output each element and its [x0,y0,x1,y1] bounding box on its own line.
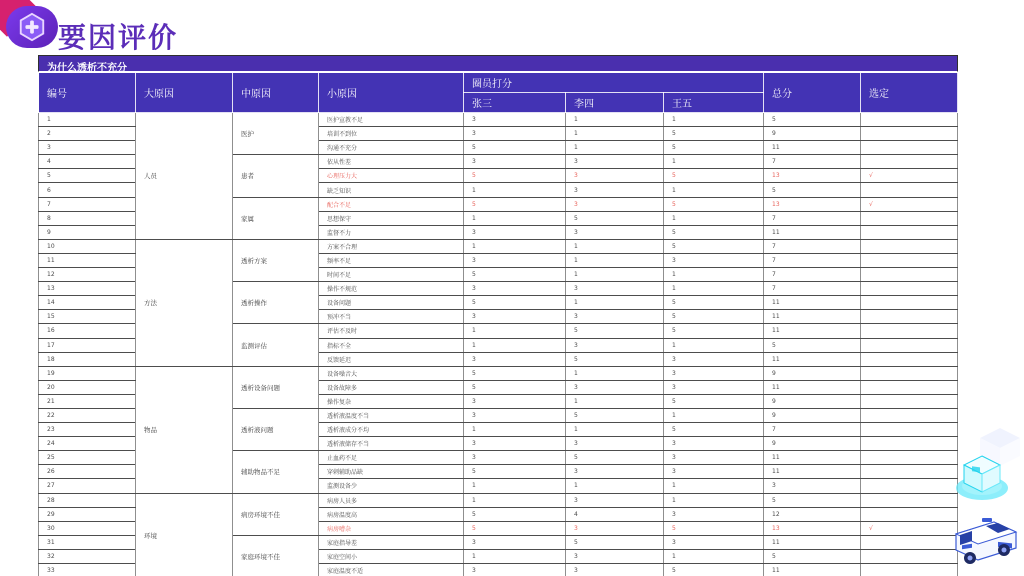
member-score-cell-1: 3 [464,564,566,576]
minor-cause-cell: 缺乏知识 [319,183,464,197]
minor-cause-cell: 透析液储存不当 [319,437,464,451]
page-title: 要因评价 [58,21,179,54]
total-score-cell: 7 [764,423,861,437]
member-score-cell-2: 3 [566,521,664,535]
member-score-cell-1: 3 [464,253,566,267]
row-number-cell: 29 [39,507,136,521]
member-score-cell-2: 3 [566,338,664,352]
table-caption: 为什么透析不充分 [38,55,958,72]
total-score-cell: 7 [764,282,861,296]
member-score-cell-2: 5 [566,408,664,422]
minor-cause-cell: 监测设备少 [319,479,464,493]
member-score-cell-2: 5 [566,451,664,465]
member-score-cell-3: 5 [664,127,764,141]
minor-cause-cell: 止血药不足 [319,451,464,465]
row-number-cell: 20 [39,380,136,394]
member-score-cell-3: 3 [664,380,764,394]
row-number-cell: 19 [39,366,136,380]
member-score-cell-3: 3 [664,352,764,366]
selected-cell [861,338,958,352]
total-score-cell: 11 [764,535,861,549]
row-number-cell: 5 [39,169,136,183]
selected-cell: √ [861,521,958,535]
member-score-cell-2: 3 [566,225,664,239]
member-score-cell-3: 5 [664,197,764,211]
row-number-cell: 25 [39,451,136,465]
minor-cause-cell: 预冲不当 [319,310,464,324]
total-score-cell: 7 [764,239,861,253]
major-cause-cell: 人员 [136,113,233,240]
row-number-cell: 2 [39,127,136,141]
member-score-cell-3: 1 [664,493,764,507]
major-cause-cell: 环境 [136,493,233,576]
row-number-cell: 12 [39,268,136,282]
middle-cause-cell: 辅助物品不足 [233,451,319,493]
row-number-cell: 9 [39,225,136,239]
member-score-cell-2: 1 [566,253,664,267]
minor-cause-cell: 透析液成分不均 [319,423,464,437]
row-number-cell: 7 [39,197,136,211]
minor-cause-cell: 心理压力大 [319,169,464,183]
member-score-cell-3: 5 [664,169,764,183]
member-score-cell-1: 5 [464,268,566,282]
minor-cause-cell: 设备问题 [319,296,464,310]
member-score-cell-3: 1 [664,113,764,127]
member-score-cell-3: 5 [664,423,764,437]
middle-cause-cell: 家庭环境不佳 [233,535,319,576]
member-score-cell-3: 3 [664,451,764,465]
col-header-number: 编号 [39,73,136,113]
total-score-cell: 5 [764,338,861,352]
member-score-cell-2: 3 [566,380,664,394]
selected-cell [861,239,958,253]
member-score-cell-1: 3 [464,225,566,239]
total-score-cell: 11 [764,564,861,576]
total-score-cell: 9 [764,366,861,380]
minor-cause-cell: 穿刺辅助品缺 [319,465,464,479]
member-score-cell-1: 3 [464,113,566,127]
row-number-cell: 15 [39,310,136,324]
minor-cause-cell: 监督不力 [319,225,464,239]
minor-cause-cell: 指标不全 [319,338,464,352]
member-score-cell-1: 1 [464,183,566,197]
member-score-cell-2: 5 [566,324,664,338]
minor-cause-cell: 家庭指导差 [319,535,464,549]
selected-cell [861,296,958,310]
selected-cell [861,253,958,267]
member-score-cell-1: 1 [464,239,566,253]
member-score-cell-3: 5 [664,310,764,324]
minor-cause-cell: 家庭温度不适 [319,564,464,576]
member-score-cell-3: 1 [664,268,764,282]
minor-cause-cell: 频率不足 [319,253,464,267]
member-score-cell-2: 3 [566,493,664,507]
total-score-cell: 7 [764,253,861,267]
member-score-cell-2: 3 [566,197,664,211]
total-score-cell: 11 [764,380,861,394]
member-score-cell-3: 1 [664,155,764,169]
total-score-cell: 9 [764,437,861,451]
member-score-cell-3: 1 [664,479,764,493]
minor-cause-cell: 时间不足 [319,268,464,282]
row-number-cell: 8 [39,211,136,225]
member-score-cell-2: 3 [566,310,664,324]
factor-evaluation-table [38,55,958,576]
member-score-cell-2: 1 [566,239,664,253]
member-score-cell-3: 3 [664,535,764,549]
minor-cause-cell: 透析液温度不当 [319,408,464,422]
total-score-cell: 11 [764,451,861,465]
member-score-cell-2: 1 [566,268,664,282]
member-score-cell-3: 3 [664,465,764,479]
member-score-cell-1: 5 [464,197,566,211]
total-score-cell: 5 [764,183,861,197]
member-score-cell-1: 1 [464,549,566,563]
table-row [39,113,958,127]
total-score-cell: 5 [764,549,861,563]
member-score-cell-2: 1 [566,127,664,141]
minor-cause-cell: 操作复杂 [319,394,464,408]
member-score-cell-1: 1 [464,493,566,507]
minor-cause-cell: 设备故障多 [319,380,464,394]
total-score-cell: 11 [764,324,861,338]
total-score-cell: 9 [764,127,861,141]
selected-cell [861,394,958,408]
total-score-cell: 13 [764,521,861,535]
minor-cause-cell: 思想保守 [319,211,464,225]
middle-cause-cell: 医护 [233,113,319,155]
member-score-cell-3: 1 [664,211,764,225]
member-score-cell-2: 3 [566,549,664,563]
member-score-cell-3: 3 [664,507,764,521]
total-score-cell: 13 [764,169,861,183]
col-header-member-2: 李四 [566,93,664,113]
member-score-cell-3: 1 [664,549,764,563]
middle-cause-cell: 患者 [233,155,319,197]
member-score-cell-1: 3 [464,310,566,324]
row-number-cell: 6 [39,183,136,197]
member-score-cell-3: 5 [664,521,764,535]
total-score-cell: 11 [764,310,861,324]
row-number-cell: 21 [39,394,136,408]
row-number-cell: 30 [39,521,136,535]
member-score-cell-2: 5 [566,535,664,549]
col-header-major-cause: 大原因 [136,73,233,113]
member-score-cell-2: 3 [566,183,664,197]
total-score-cell: 11 [764,141,861,155]
minor-cause-cell: 沟通不充分 [319,141,464,155]
minor-cause-cell: 配合不足 [319,197,464,211]
minor-cause-cell: 病房人员多 [319,493,464,507]
row-number-cell: 33 [39,564,136,576]
selected-cell [861,282,958,296]
row-number-cell: 32 [39,549,136,563]
selected-cell [861,310,958,324]
selected-cell [861,127,958,141]
total-score-cell: 11 [764,225,861,239]
total-score-cell: 7 [764,155,861,169]
member-score-cell-2: 1 [566,394,664,408]
member-score-cell-3: 5 [664,225,764,239]
member-score-cell-3: 3 [664,253,764,267]
member-score-cell-2: 3 [566,155,664,169]
member-score-cell-2: 1 [566,296,664,310]
middle-cause-cell: 病房环境不佳 [233,493,319,535]
row-number-cell: 10 [39,239,136,253]
row-number-cell: 27 [39,479,136,493]
col-header-scoring-group: 圈员打分 [464,73,764,93]
selected-cell: √ [861,197,958,211]
minor-cause-cell: 病房嘈杂 [319,521,464,535]
selected-cell: √ [861,169,958,183]
table-row [39,239,958,253]
col-header-selected: 选定 [861,73,958,113]
total-score-cell: 7 [764,268,861,282]
major-cause-cell: 方法 [136,239,233,366]
member-score-cell-2: 5 [566,211,664,225]
middle-cause-cell: 透析操作 [233,282,319,324]
member-score-cell-1: 3 [464,451,566,465]
total-score-cell: 5 [764,113,861,127]
member-score-cell-3: 1 [664,338,764,352]
member-score-cell-3: 3 [664,366,764,380]
row-number-cell: 14 [39,296,136,310]
middle-cause-cell: 透析方案 [233,239,319,281]
total-score-cell: 13 [764,197,861,211]
member-score-cell-1: 3 [464,535,566,549]
selected-cell [861,113,958,127]
minor-cause-cell: 评估不及时 [319,324,464,338]
row-number-cell: 4 [39,155,136,169]
row-number-cell: 1 [39,113,136,127]
table-body [39,113,958,576]
member-score-cell-2: 4 [566,507,664,521]
member-score-cell-2: 3 [566,437,664,451]
selected-cell [861,268,958,282]
member-score-cell-1: 1 [464,479,566,493]
selected-cell [861,324,958,338]
member-score-cell-1: 5 [464,169,566,183]
minor-cause-cell: 反馈延迟 [319,352,464,366]
member-score-cell-1: 5 [464,380,566,394]
middle-cause-cell: 透析设备问题 [233,366,319,408]
member-score-cell-1: 5 [464,465,566,479]
total-score-cell: 3 [764,479,861,493]
minor-cause-cell: 家庭空间小 [319,549,464,563]
total-score-cell: 11 [764,296,861,310]
selected-cell [861,380,958,394]
selected-cell [861,183,958,197]
total-score-cell: 11 [764,465,861,479]
member-score-cell-3: 5 [664,141,764,155]
row-number-cell: 17 [39,338,136,352]
total-score-cell: 9 [764,408,861,422]
row-number-cell: 28 [39,493,136,507]
member-score-cell-3: 3 [664,437,764,451]
member-score-cell-2: 3 [566,282,664,296]
member-score-cell-1: 3 [464,155,566,169]
member-score-cell-1: 3 [464,408,566,422]
col-header-middle-cause: 中原因 [233,73,319,113]
member-score-cell-3: 5 [664,394,764,408]
member-score-cell-3: 5 [664,564,764,576]
member-score-cell-3: 1 [664,183,764,197]
row-number-cell: 24 [39,437,136,451]
member-score-cell-2: 5 [566,352,664,366]
selected-cell [861,225,958,239]
middle-cause-cell: 监测评估 [233,324,319,366]
minor-cause-cell: 设备噪音大 [319,366,464,380]
member-score-cell-1: 1 [464,423,566,437]
member-score-cell-3: 5 [664,324,764,338]
row-number-cell: 22 [39,408,136,422]
col-header-minor-cause: 小原因 [319,73,464,113]
member-score-cell-2: 1 [566,423,664,437]
member-score-cell-1: 5 [464,507,566,521]
table-row [39,493,958,507]
minor-cause-cell: 操作不规范 [319,282,464,296]
member-score-cell-2: 1 [566,141,664,155]
member-score-cell-2: 1 [566,479,664,493]
member-score-cell-1: 3 [464,127,566,141]
member-score-cell-1: 5 [464,296,566,310]
table-row [39,366,958,380]
row-number-cell: 11 [39,253,136,267]
middle-cause-cell: 家属 [233,197,319,239]
col-header-member-1: 张三 [464,93,566,113]
selected-cell [861,141,958,155]
member-score-cell-1: 3 [464,282,566,296]
member-score-cell-3: 1 [664,408,764,422]
minor-cause-cell: 培训不到位 [319,127,464,141]
member-score-cell-1: 3 [464,437,566,451]
member-score-cell-1: 5 [464,366,566,380]
total-score-cell: 9 [764,394,861,408]
major-cause-cell: 物品 [136,366,233,493]
row-number-cell: 16 [39,324,136,338]
member-score-cell-2: 1 [566,113,664,127]
total-score-cell: 7 [764,211,861,225]
col-header-total: 总分 [764,73,861,113]
minor-cause-cell: 病房温度高 [319,507,464,521]
ambulance-and-cube-illustration [942,422,1024,574]
selected-cell [861,155,958,169]
col-header-member-3: 王五 [664,93,764,113]
member-score-cell-3: 1 [664,282,764,296]
total-score-cell: 11 [764,352,861,366]
total-score-cell: 5 [764,493,861,507]
selected-cell [861,211,958,225]
hexagon-plus-icon [17,12,47,42]
selected-cell [861,366,958,380]
row-number-cell: 31 [39,535,136,549]
member-score-cell-1: 3 [464,352,566,366]
member-score-cell-1: 5 [464,521,566,535]
logo [6,6,58,48]
row-number-cell: 13 [39,282,136,296]
row-number-cell: 23 [39,423,136,437]
member-score-cell-1: 1 [464,211,566,225]
row-number-cell: 3 [39,141,136,155]
minor-cause-cell: 依从性差 [319,155,464,169]
member-score-cell-1: 1 [464,324,566,338]
minor-cause-cell: 医护宣教不足 [319,113,464,127]
member-score-cell-1: 3 [464,394,566,408]
member-score-cell-2: 3 [566,564,664,576]
member-score-cell-2: 3 [566,169,664,183]
selected-cell [861,408,958,422]
member-score-cell-1: 5 [464,141,566,155]
total-score-cell: 12 [764,507,861,521]
row-number-cell: 18 [39,352,136,366]
minor-cause-cell: 方案不合理 [319,239,464,253]
member-score-cell-2: 1 [566,366,664,380]
member-score-cell-3: 5 [664,239,764,253]
middle-cause-cell: 透析液问题 [233,408,319,450]
selected-cell [861,352,958,366]
member-score-cell-2: 3 [566,465,664,479]
member-score-cell-3: 5 [664,296,764,310]
member-score-cell-1: 1 [464,338,566,352]
row-number-cell: 26 [39,465,136,479]
factor-evaluation-table-wrap [38,55,957,576]
